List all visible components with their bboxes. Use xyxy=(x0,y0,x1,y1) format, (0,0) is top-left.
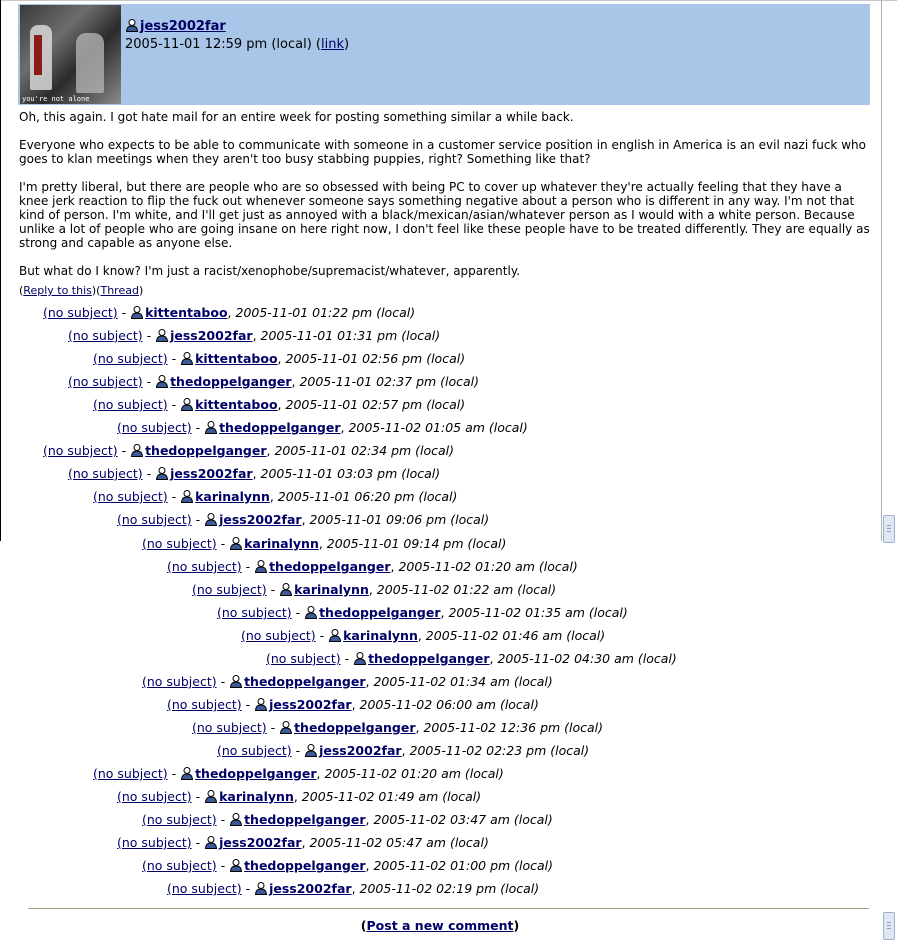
comment-user-link[interactable]: karinalynn xyxy=(343,628,418,643)
comment-time: 2005-11-02 01:05 am (local) xyxy=(348,420,528,435)
comment-time: 2005-11-02 12:36 pm (local) xyxy=(423,720,604,735)
user-icon[interactable] xyxy=(155,328,169,342)
poster-link[interactable]: jess2002far xyxy=(140,19,226,34)
comment-time: 2005-11-01 01:31 pm (local) xyxy=(260,328,441,343)
user-icon[interactable] xyxy=(180,351,194,365)
comment-subject-link[interactable]: (no subject) xyxy=(167,881,242,896)
comment-time: 2005-11-02 01:34 am (local) xyxy=(373,674,553,689)
comment-user-link[interactable]: jess2002far xyxy=(219,835,302,850)
user-icon[interactable] xyxy=(254,881,268,895)
user-icon[interactable] xyxy=(155,374,169,388)
thread-row: (no subject) - thedoppelganger, 2005-11-02 03:47 am (local) xyxy=(142,812,553,827)
comment-time: 2005-11-01 02:34 pm (local) xyxy=(274,443,455,458)
entry-date: 2005-11-01 12:59 pm (local) (link) xyxy=(125,37,350,52)
entry-header xyxy=(18,4,870,105)
thread-row: (no subject) - karinalynn, 2005-11-02 01:22 am (local) xyxy=(192,582,557,597)
comment-user-link[interactable]: karinalynn xyxy=(294,582,369,597)
comment-user-link[interactable]: thedoppelganger xyxy=(170,374,292,389)
comment-subject-link[interactable]: (no subject) xyxy=(117,835,192,850)
comment-user-link[interactable]: karinalynn xyxy=(195,489,270,504)
comment-user-link[interactable]: thedoppelganger xyxy=(294,720,416,735)
comment-time: 2005-11-02 04:30 am (local) xyxy=(497,651,677,666)
thread-row: (no subject) - thedoppelganger, 2005-11-01 02:37 pm (local) xyxy=(68,374,480,389)
thread-row: (no subject) - thedoppelganger, 2005-11-02 12:36 pm (local) xyxy=(192,720,604,735)
comment-time: 2005-11-02 01:46 am (local) xyxy=(425,628,606,643)
body-paragraph: I'm pretty liberal, but there are people who are so obsessed with being PC to cover up whatever they're actually feeling that they have a knee jerk reaction to flip the fuck out whenever someone says something negative about a person who is different in any way. I'm not that kind of person. I'm white, and I'll get just as annoyed with a black/mexican/asian/whatever person as I would with a white person. Because unlike a lot of people who are going insane on here right now, I don't feel like these people have to be treated differently. They are equally as strong and capable as anyone else. xyxy=(19,180,870,250)
comment-user-link[interactable]: karinalynn xyxy=(244,536,319,551)
user-icon[interactable] xyxy=(229,812,243,826)
comment-user-link[interactable]: kittentaboo xyxy=(145,305,228,320)
thread-row: (no subject) - kittentaboo, 2005-11-01 01:22 pm (local) xyxy=(43,305,416,320)
user-icon[interactable] xyxy=(180,397,194,411)
body-paragraph: Everyone who expects to be able to communicate with someone in a customer service position in english in America is an evil nazi fuck who goes to klan meetings when they aren't too busy stabbing puppies, right? Something like that? xyxy=(19,138,866,166)
comment-time: 2005-11-02 01:35 am (local) xyxy=(448,605,628,620)
left-border xyxy=(0,0,1,541)
comment-user-link[interactable]: thedoppelganger xyxy=(244,674,366,689)
comment-time: 2005-11-01 02:57 pm (local) xyxy=(285,397,466,412)
user-icon[interactable] xyxy=(204,420,218,434)
comment-user-link[interactable]: thedoppelganger xyxy=(219,420,341,435)
user-icon[interactable] xyxy=(279,720,293,734)
user-icon[interactable] xyxy=(328,628,342,642)
thread-row: (no subject) - karinalynn, 2005-11-02 01:46 am (local) xyxy=(241,628,606,643)
user-icon[interactable] xyxy=(180,766,194,780)
reply-links: (Reply to this)(Thread) xyxy=(19,284,144,297)
comment-user-link[interactable]: thedoppelganger xyxy=(269,559,391,574)
comment-subject-link[interactable]: (no subject) xyxy=(43,443,118,458)
userpic-caption: you're not alone xyxy=(22,95,90,103)
comment-time: 2005-11-01 09:14 pm (local) xyxy=(326,536,507,551)
comment-time: 2005-11-02 02:23 pm (local) xyxy=(409,743,590,758)
comment-subject-link[interactable]: (no subject) xyxy=(93,397,168,412)
comment-user-link[interactable]: kittentaboo xyxy=(195,397,278,412)
thread-row: (no subject) - jess2002far, 2005-11-02 02:23 pm (local) xyxy=(217,743,590,758)
user-icon[interactable] xyxy=(229,536,243,550)
thread-row: (no subject) - thedoppelganger, 2005-11-01 02:34 pm (local) xyxy=(43,443,455,458)
comment-subject-link[interactable]: (no subject) xyxy=(68,328,143,343)
thread-row: (no subject) - thedoppelganger, 2005-11-02 01:05 am (local) xyxy=(117,420,528,435)
entry-date-text: 2005-11-01 12:59 pm (local) xyxy=(125,37,312,52)
comment-user-link[interactable]: karinalynn xyxy=(219,789,294,804)
body-paragraph: Oh, this again. I got hate mail for an entire week for posting something similar a while back. xyxy=(19,110,574,124)
comment-subject-link[interactable]: (no subject) xyxy=(266,651,341,666)
comment-user-link[interactable]: jess2002far xyxy=(319,743,402,758)
top-border xyxy=(0,0,897,1)
comment-time: 2005-11-02 01:20 am (local) xyxy=(324,766,504,781)
user-icon[interactable] xyxy=(254,559,268,573)
comment-user-link[interactable]: jess2002far xyxy=(170,328,253,343)
comment-subject-link[interactable]: (no subject) xyxy=(117,789,192,804)
user-icon[interactable] xyxy=(204,512,218,526)
user-icon[interactable] xyxy=(130,305,144,319)
comment-time: 2005-11-02 02:19 pm (local) xyxy=(359,881,540,896)
body-paragraph: But what do I know? I'm just a racist/xenophobe/supremacist/whatever, apparently. xyxy=(19,264,521,278)
comment-subject-link[interactable]: (no subject) xyxy=(167,559,242,574)
comment-user-link[interactable]: thedoppelganger xyxy=(244,858,366,873)
post-new-comment-link[interactable]: Post a new comment xyxy=(366,918,514,933)
comment-subject-link[interactable]: (no subject) xyxy=(117,420,192,435)
comment-user-link[interactable]: jess2002far xyxy=(219,512,302,527)
thread-row: (no subject) - thedoppelganger, 2005-11-02 01:20 am (local) xyxy=(93,766,504,781)
comment-time: 2005-11-02 01:49 am (local) xyxy=(301,789,482,804)
thread-row: (no subject) - jess2002far, 2005-11-01 09:06 pm (local) xyxy=(117,512,490,527)
comment-time: 2005-11-01 09:06 pm (local) xyxy=(309,512,490,527)
thread-row: (no subject) - jess2002far, 2005-11-02 05:47 am (local) xyxy=(117,835,489,850)
thread-row: (no subject) - thedoppelganger, 2005-11-02 01:20 am (local) xyxy=(167,559,578,574)
comment-subject-link[interactable]: (no subject) xyxy=(93,489,168,504)
divider xyxy=(28,908,869,909)
user-icon[interactable] xyxy=(155,466,169,480)
comment-user-link[interactable]: kittentaboo xyxy=(195,351,278,366)
comment-subject-link[interactable]: (no subject) xyxy=(142,674,217,689)
thread-row: (no subject) - thedoppelganger, 2005-11-02 01:35 am (local) xyxy=(217,605,628,620)
comment-time: 2005-11-02 06:00 am (local) xyxy=(359,697,539,712)
user-icon[interactable] xyxy=(279,582,293,596)
comment-time: 2005-11-01 03:03 pm (local) xyxy=(260,466,441,481)
user-icon[interactable] xyxy=(180,489,194,503)
user-icon[interactable] xyxy=(304,743,318,757)
comment-time: 2005-11-01 06:20 pm (local) xyxy=(277,489,458,504)
comment-time: 2005-11-02 01:22 am (local) xyxy=(376,582,557,597)
thread-row: (no subject) - karinalynn, 2005-11-01 06:20 pm (local) xyxy=(93,489,458,504)
comment-subject-link[interactable]: (no subject) xyxy=(93,766,168,781)
comment-subject-link[interactable]: (no subject) xyxy=(192,720,267,735)
scrollbar-thumb-upper[interactable] xyxy=(883,515,895,543)
thread-row: (no subject) - karinalynn, 2005-11-02 01:49 am (local) xyxy=(117,789,482,804)
thread-row: (no subject) - kittentaboo, 2005-11-01 02:56 pm (local) xyxy=(93,351,466,366)
user-icon[interactable] xyxy=(229,674,243,688)
comment-user-link[interactable]: jess2002far xyxy=(269,881,352,896)
user-icon[interactable] xyxy=(125,18,139,32)
user-icon[interactable] xyxy=(204,789,218,803)
comment-subject-link[interactable]: (no subject) xyxy=(241,628,316,643)
comment-time: 2005-11-01 02:37 pm (local) xyxy=(299,374,480,389)
thread-row: (no subject) - kittentaboo, 2005-11-01 02:57 pm (local) xyxy=(93,397,466,412)
comment-subject-link[interactable]: (no subject) xyxy=(192,582,267,597)
post-new-comment: (Post a new comment) xyxy=(360,918,520,933)
poster xyxy=(125,18,226,34)
comment-subject-link[interactable]: (no subject) xyxy=(117,512,192,527)
comment-user-link[interactable]: thedoppelganger xyxy=(368,651,490,666)
comment-subject-link[interactable]: (no subject) xyxy=(68,466,143,481)
thread-link[interactable]: Thread xyxy=(100,284,139,297)
thread-row: (no subject) - thedoppelganger, 2005-11-02 01:34 am (local) xyxy=(142,674,553,689)
user-icon[interactable] xyxy=(304,605,318,619)
user-icon[interactable] xyxy=(229,858,243,872)
comment-subject-link[interactable]: (no subject) xyxy=(68,374,143,389)
right-border xyxy=(881,0,882,541)
comment-user-link[interactable]: thedoppelganger xyxy=(145,443,267,458)
thread-row: (no subject) - thedoppelganger, 2005-11-02 01:00 pm (local) xyxy=(142,858,554,873)
scrollbar-thumb-lower[interactable] xyxy=(883,912,895,940)
comment-subject-link[interactable]: (no subject) xyxy=(217,605,292,620)
user-icon[interactable] xyxy=(204,835,218,849)
comment-subject-link[interactable]: (no subject) xyxy=(93,351,168,366)
comment-body xyxy=(19,110,874,292)
entry-link[interactable]: link xyxy=(320,37,344,52)
comment-time: 2005-11-01 01:22 pm (local) xyxy=(235,305,416,320)
comment-subject-link[interactable]: (no subject) xyxy=(217,743,292,758)
user-icon[interactable] xyxy=(130,443,144,457)
thread-row: (no subject) - thedoppelganger, 2005-11-02 04:30 am (local) xyxy=(266,651,677,666)
user-icon[interactable] xyxy=(353,651,367,665)
comment-subject-link[interactable]: (no subject) xyxy=(142,812,217,827)
thread-row: (no subject) - karinalynn, 2005-11-01 09:14 pm (local) xyxy=(142,536,507,551)
comment-subject-link[interactable]: (no subject) xyxy=(43,305,118,320)
comment-user-link[interactable]: thedoppelganger xyxy=(244,812,366,827)
user-icon[interactable] xyxy=(254,697,268,711)
comment-time: 2005-11-01 02:56 pm (local) xyxy=(285,351,466,366)
comment-time: 2005-11-02 01:00 pm (local) xyxy=(373,858,554,873)
userpic[interactable] xyxy=(20,5,121,104)
comment-user-link[interactable]: jess2002far xyxy=(170,466,253,481)
comment-time: 2005-11-02 01:20 am (local) xyxy=(398,559,578,574)
comment-user-link[interactable]: jess2002far xyxy=(269,697,352,712)
thread-row: (no subject) - jess2002far, 2005-11-01 03:03 pm (local) xyxy=(68,466,441,481)
comment-time: 2005-11-02 05:47 am (local) xyxy=(309,835,489,850)
comment-subject-link[interactable]: (no subject) xyxy=(142,536,217,551)
comment-user-link[interactable]: thedoppelganger xyxy=(195,766,317,781)
thread-row: (no subject) - jess2002far, 2005-11-02 06:00 am (local) xyxy=(167,697,539,712)
thread-row: (no subject) - jess2002far, 2005-11-02 02:19 pm (local) xyxy=(167,881,540,896)
comment-subject-link[interactable]: (no subject) xyxy=(142,858,217,873)
comment-subject-link[interactable]: (no subject) xyxy=(167,697,242,712)
reply-link[interactable]: Reply to this xyxy=(23,284,92,297)
comment-time: 2005-11-02 03:47 am (local) xyxy=(373,812,553,827)
comment-user-link[interactable]: thedoppelganger xyxy=(319,605,441,620)
thread-row: (no subject) - jess2002far, 2005-11-01 01:31 pm (local) xyxy=(68,328,441,343)
